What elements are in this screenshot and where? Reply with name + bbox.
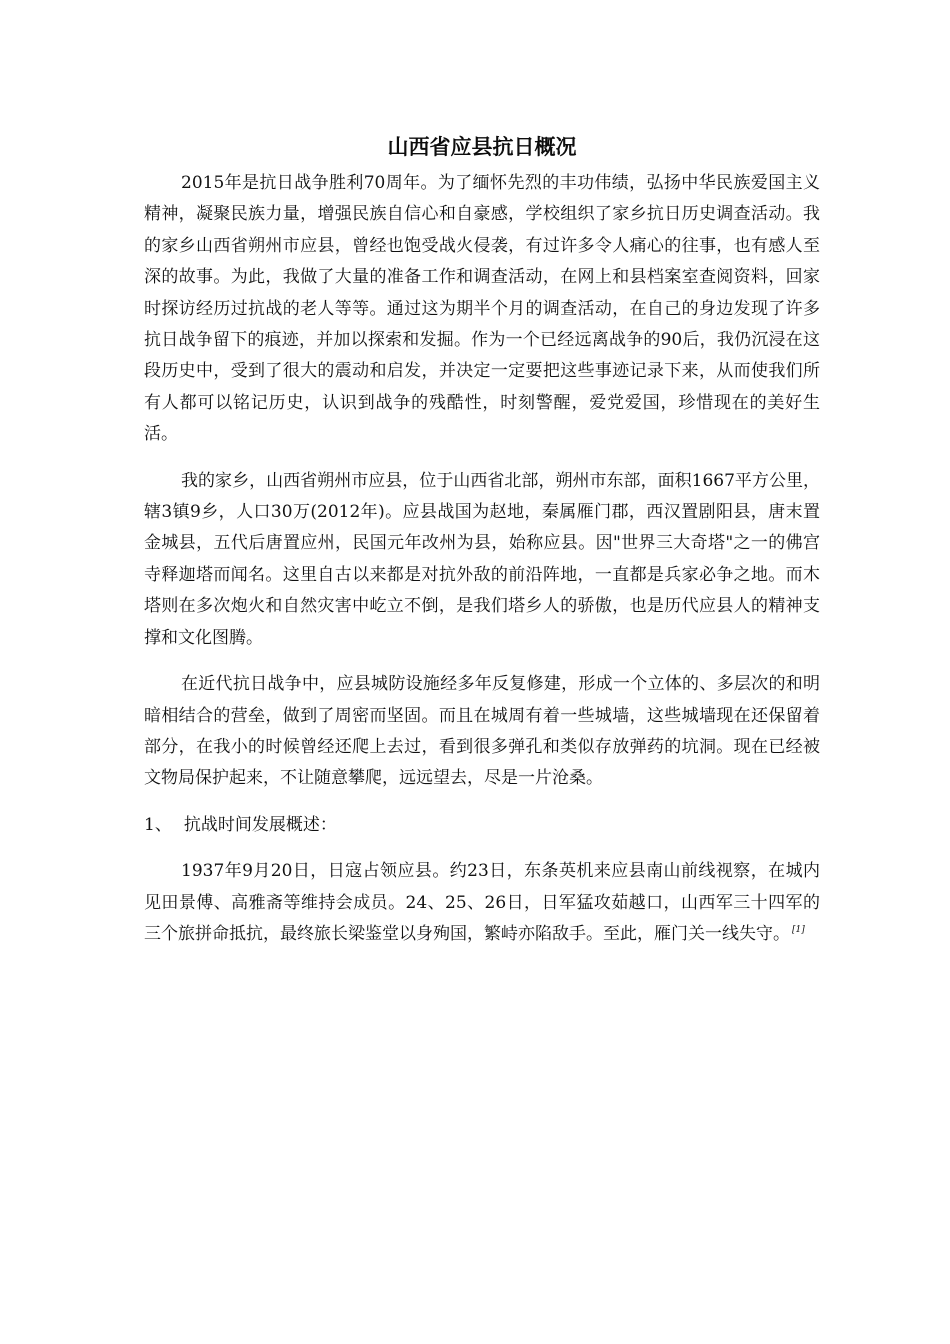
city-defense-paragraph: 在近代抗日战争中，应县城防设施经多年反复修建，形成一个立体的、多层次的和明暗相结合的营垒，做到了周密而坚固。而且在城周有着一些城墙，这些城墙现在还保留着部分，在我小的时候曾经还爬上去过，看到很多弹孔和类似存放弹药的坑洞。现在已经被文物局保护起来，不让随意攀爬，远远望去，尽是一片沧桑。: [144, 674, 820, 789]
intro-paragraph: 2015年是抗日战争胜利70周年。为了缅怀先烈的丰功伟绩，弘扬中华民族爱国主义精神，凝聚民族力量，增强民族自信心和自豪感，学校组织了家乡抗日历史调查活动。我的家乡山西省朔州市应县，曾经也饱受战火侵袭，有过许多令人痛心的往事，也有感人至深的故事。为此，我做了大量的准备工作和调查活动，在网上和县档案室查阅资料，回家时探访经历过抗战的老人等等。通过这为期半个月的调查活动，在自己的身边发现了许多抗日战争留下的痕迹，并加以探索和发掘。作为一个已经远离战争的90后，我仍沉浸在这段历史中，受到了很大的震动和启发，并决定一定要把这些事迹记录下来，从而使我们所有人都可以铭记历史，认识到战争的残酷性，时刻警醒，爱党爱国，珍惜现在的美好生活。: [144, 173, 820, 445]
section-number: 1、: [144, 814, 172, 835]
footnote-reference[interactable]: [1]: [792, 925, 805, 936]
page-title: 山西省应县抗日概况: [387, 135, 577, 159]
timeline-paragraph: [144, 856, 820, 950]
hometown-paragraph: 我的家乡，山西省朔州市应县，位于山西省北部，朔州市东部，面积1667平方公里，辖3镇9乡，人口30万(2012年)。应县战国为赵地，秦属雁门郡，西汉置剧阳县，唐末置金城县，五代后唐置应州，民国元年改州为县，始称应县。因"世界三大奇塔"之一的佛宫寺释迦塔而闻名。这里自古以来都是对抗外敌的前沿阵地，一直都是兵家必争之地。而木塔则在多次炮火和自然灾害中屹立不倒，是我们塔乡人的骄傲，也是历代应县人的精神支撑和文化图腾。: [144, 470, 820, 648]
timeline-paragraph-text: 1937年9月20日，日寇占领应县。约23日，东条英机来应县南山前线视察，在城内见田景傅、高雅斋等维持会成员。24、25、26日，日军猛攻茹越口，山西军三十四军的三个旅拼命抵抗，最终旅长梁鉴堂以身殉国，繁峙亦陷敌手。至此，雁门关一线失守。: [144, 861, 820, 944]
section-heading: [144, 810, 820, 841]
section-heading-text: 抗战时间发展概述：: [183, 814, 337, 835]
document-page: [144, 132, 820, 965]
